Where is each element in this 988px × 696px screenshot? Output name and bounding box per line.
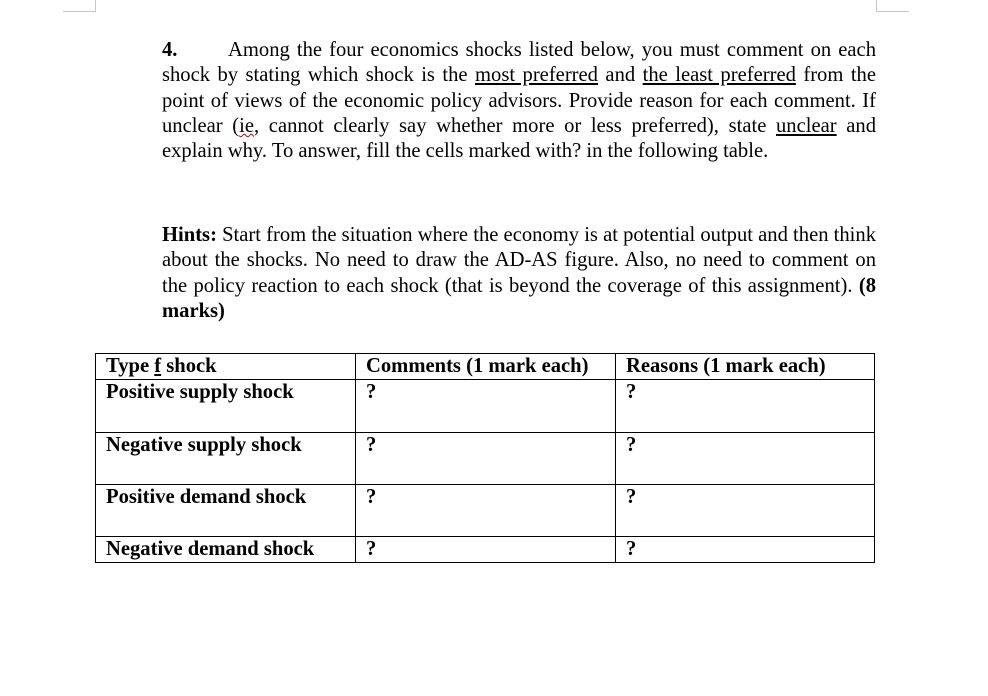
page-corner-mark-right	[876, 0, 909, 12]
spellcheck-ie[interactable]: ie	[239, 114, 254, 137]
unclear-text: unclear	[776, 114, 837, 137]
reason-cell[interactable]: ?	[616, 485, 875, 537]
marks-label: (8 marks)	[162, 274, 876, 322]
table-header-row	[96, 354, 875, 380]
question-paragraph: 4. Among the four economics shocks listed below, you must comment on each shock by stating which shock is the most preferred and the least preferred from the point of views of the economic policy advisors. Provide reason for each comment. If unclear (ie, cannot clearly say whether more or less preferred), state unclear and explain why. To answer, fill the cells marked with? in the following table.	[162, 39, 877, 163]
shock-type-cell[interactable]: Negative demand shock	[96, 537, 356, 563]
header-reasons[interactable]: Reasons (1 mark each)	[616, 354, 875, 380]
header-type-of-shock[interactable]: Type f shock	[96, 354, 356, 380]
table-row	[96, 380, 875, 433]
comment-cell[interactable]: ?	[356, 485, 616, 537]
most-preferred-text: most preferred	[475, 64, 598, 87]
comment-cell[interactable]: ?	[356, 537, 616, 563]
shock-type-cell[interactable]: Positive supply shock	[96, 380, 356, 433]
table-row	[96, 485, 875, 537]
hints-label: Hints:	[162, 224, 217, 246]
hints-paragraph	[162, 223, 876, 324]
least-preferred-text: the least preferred	[642, 64, 796, 87]
shock-type-cell[interactable]: Positive demand shock	[96, 485, 356, 537]
table-row	[96, 537, 875, 563]
hints-text: Start from the situation where the economy is at potential output and then think about the shocks. No need to draw the AD-AS figure. Also, no need to comment on the policy reaction to each shock (that is beyond the coverage of this assignment).	[162, 224, 876, 297]
shock-type-cell[interactable]: Negative supply shock	[96, 433, 356, 485]
shock-table	[95, 353, 875, 563]
reason-cell[interactable]: ?	[616, 537, 875, 563]
table-row	[96, 433, 875, 485]
reason-cell[interactable]: ?	[616, 433, 875, 485]
question-number: 4.	[162, 39, 178, 61]
comment-cell[interactable]: ?	[356, 380, 616, 433]
reason-cell[interactable]: ?	[616, 380, 875, 433]
comment-cell[interactable]: ?	[356, 433, 616, 485]
header-comments[interactable]: Comments (1 mark each)	[356, 354, 616, 380]
page-corner-mark-left	[63, 0, 96, 12]
